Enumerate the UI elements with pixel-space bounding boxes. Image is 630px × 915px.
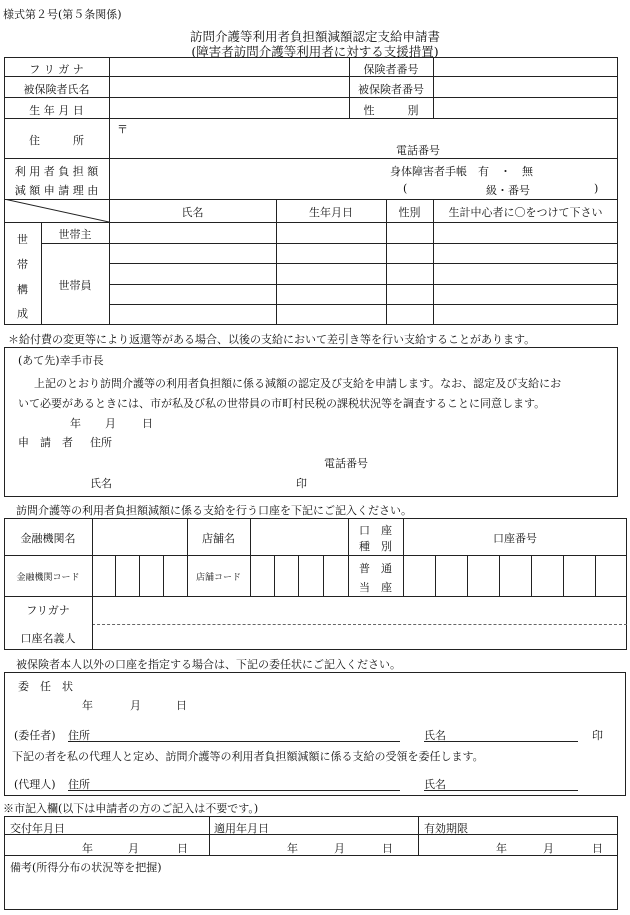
label-remarks: 備考(所得分布の状況等を把握) bbox=[10, 861, 162, 874]
delegator-name-label: 氏名 bbox=[424, 729, 446, 742]
col-name: 氏名 bbox=[181, 206, 204, 219]
agent-address-label: 住所 bbox=[68, 778, 90, 791]
label-inst-code: 金融機関コード bbox=[16, 573, 80, 583]
expiry-day: 日 bbox=[592, 842, 603, 855]
postal-mark: 〒 bbox=[117, 123, 128, 136]
apply-day: 日 bbox=[382, 842, 393, 855]
label-holder: 口座名義人 bbox=[20, 632, 76, 645]
delegation-intro: 被保険者本人以外の口座を指定する場合は、下記の委任状にご記入ください。 bbox=[16, 658, 401, 671]
household-char-3: 構 bbox=[17, 283, 28, 296]
handbook-paren-open: ( bbox=[403, 182, 408, 195]
label-household-head: 世帯主 bbox=[58, 228, 92, 241]
label-insured-no: 被保険者番号 bbox=[358, 83, 424, 96]
label-reason-1: 利 用 者 負 担 額 bbox=[14, 165, 99, 178]
agent-name-label: 氏名 bbox=[424, 778, 446, 791]
office-note: ※市記入欄(以下は申請者の方のご記入は不要です。) bbox=[3, 802, 259, 815]
form-number: 様式第２号(第５条関係) bbox=[3, 8, 122, 21]
issue-day: 日 bbox=[177, 842, 188, 855]
label-insured-name: 被保険者氏名 bbox=[23, 83, 90, 96]
label-branch: 店舗名 bbox=[202, 532, 235, 545]
label-acct-no: 口座番号 bbox=[493, 532, 537, 545]
household-char-4: 成 bbox=[17, 307, 28, 320]
label-furigana: フ リ ガ ナ bbox=[29, 63, 84, 76]
decl-month: 月 bbox=[105, 417, 116, 430]
refund-note: ＊給付費の変更等により返還等がある場合、以後の支給において差引き等を行い支給することがあります。 bbox=[8, 333, 536, 346]
label-branch-code: 店舗コード bbox=[195, 573, 241, 583]
col-sex: 性別 bbox=[398, 206, 421, 219]
handbook-grade: 級・番号 bbox=[486, 184, 530, 197]
delegation-body: 下記の者を私の代理人と定め、訪問介護等の利用者負担額減額に係る支給の受領を委任します。 bbox=[12, 750, 484, 763]
diagonal-slash bbox=[4, 199, 109, 222]
delegator-seal: 印 bbox=[592, 729, 603, 742]
deleg-month: 月 bbox=[130, 699, 141, 712]
label-issue-date: 交付年月日 bbox=[10, 822, 65, 835]
label-sex: 性 別 bbox=[363, 104, 419, 117]
delegation-title: 委 任 状 bbox=[18, 680, 73, 693]
decl-year: 年 bbox=[70, 417, 81, 430]
handbook-paren-close: ) bbox=[594, 182, 599, 195]
issue-year: 年 bbox=[82, 842, 93, 855]
delegation-box bbox=[4, 672, 626, 796]
decl-name-label: 氏名 bbox=[90, 477, 112, 490]
form-subtitle: (障害者訪問介護等利用者に対する支援措置) bbox=[191, 44, 439, 59]
col-dob: 生年月日 bbox=[309, 206, 353, 219]
deleg-year: 年 bbox=[82, 699, 93, 712]
issue-month: 月 bbox=[128, 842, 139, 855]
decl-day: 日 bbox=[142, 417, 153, 430]
label-apply-date: 適用年月日 bbox=[214, 822, 269, 835]
label-institution: 金融機関名 bbox=[20, 532, 76, 545]
label-dob: 生 年 月 日 bbox=[29, 104, 84, 117]
decl-seal: 印 bbox=[296, 477, 307, 490]
label-current: 当 座 bbox=[359, 581, 392, 594]
agent-label: (代理人) bbox=[14, 778, 56, 791]
addressee: (あて先)幸手市長 bbox=[18, 354, 104, 367]
label-household-member: 世帯員 bbox=[58, 279, 92, 292]
label-holder-furigana: フリガナ bbox=[26, 604, 70, 617]
label-ordinary: 普 通 bbox=[359, 562, 392, 575]
form-title: 訪問介護等利用者負担額減額認定支給申請書 bbox=[189, 29, 440, 44]
deleg-day: 日 bbox=[176, 699, 187, 712]
household-char-1: 世 bbox=[17, 233, 28, 246]
apply-year: 年 bbox=[287, 842, 298, 855]
handbook-label: 身体障害者手帳 有 ・ 無 bbox=[390, 165, 533, 178]
bank-intro: 訪問介護等の利用者負担額減額に係る支給を行う口座を下記にご記入ください。 bbox=[16, 504, 412, 517]
declaration-line-2: いて必要があるときには、市が私及び私の世帯員の市町村民税の課税状況等を調査することに同意します。 bbox=[18, 397, 546, 410]
delegator-label: (委任者) bbox=[14, 729, 56, 742]
decl-address-label: 住所 bbox=[90, 436, 112, 449]
household-char-2: 帯 bbox=[17, 258, 28, 271]
declaration-line-1: 上記のとおり訪問介護等の利用者負担額に係る減額の認定及び支給を申請します。なお、認定及び支給にお bbox=[34, 377, 562, 390]
label-address: 住 所 bbox=[29, 134, 84, 147]
applicant-label: 申 請 者 bbox=[18, 436, 73, 449]
delegator-address-label: 住所 bbox=[68, 729, 90, 742]
label-expiry: 有効期限 bbox=[424, 822, 468, 835]
expiry-month: 月 bbox=[543, 842, 554, 855]
col-breadwinner: 生計中心者に〇をつけて下さい bbox=[448, 206, 603, 219]
decl-tel-label: 電話番号 bbox=[324, 457, 368, 470]
label-acct-type-1: 口 座 bbox=[359, 524, 392, 537]
expiry-year: 年 bbox=[496, 842, 507, 855]
apply-month: 月 bbox=[334, 842, 345, 855]
label-acct-type-2: 種 別 bbox=[359, 540, 392, 553]
tel-label: 電話番号 bbox=[396, 144, 440, 157]
label-reason-2: 減 額 申 請 理 由 bbox=[14, 184, 99, 197]
label-insurance-no: 保険者番号 bbox=[363, 63, 419, 76]
